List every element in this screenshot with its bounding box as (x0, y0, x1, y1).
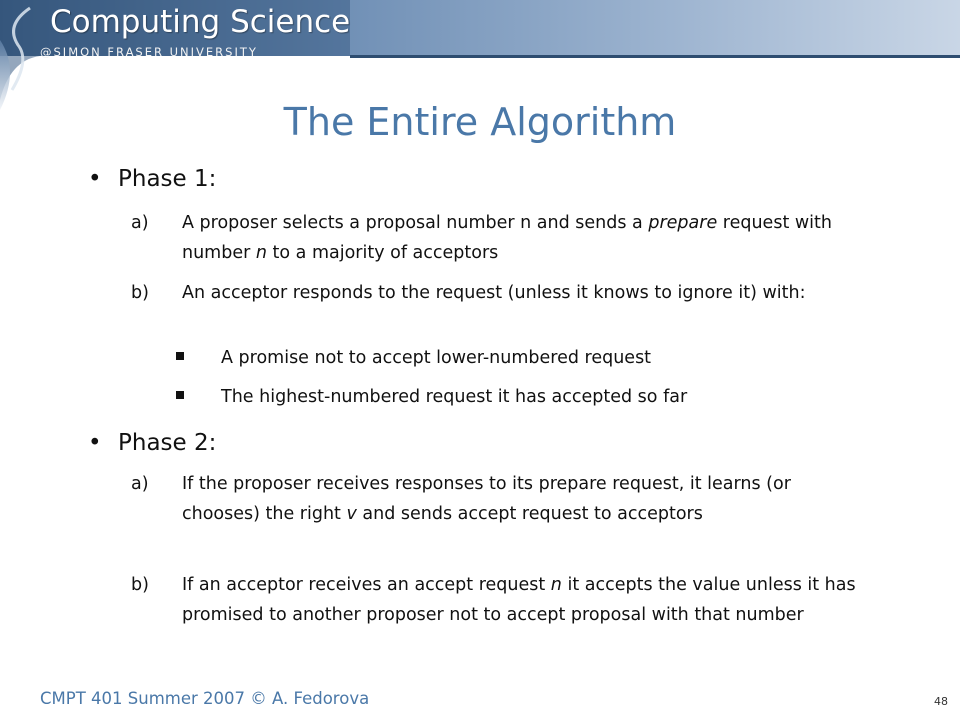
item-marker: b) (131, 575, 149, 595)
text-run: to a majority of acceptors (266, 243, 499, 263)
square-bullet-icon (176, 391, 184, 399)
brand-subtitle: @SIMON FRASER UNIVERSITY (40, 45, 258, 59)
phase2-item-a (131, 469, 871, 529)
slide-title: The Entire Algorithm (283, 100, 677, 144)
item-marker: a) (131, 474, 149, 494)
emphasis-n: n (550, 575, 562, 595)
phase1-subitem (176, 348, 866, 368)
text-run: and sends accept request to acceptors (356, 504, 703, 524)
phase1-item-b (131, 278, 871, 308)
item-marker: a) (131, 213, 149, 233)
phase2-label: Phase 2: (118, 430, 217, 456)
phase1-item-a (131, 208, 871, 268)
page-number: 48 (934, 695, 948, 708)
text-run: request with number (182, 213, 838, 263)
item-text (182, 570, 871, 630)
item-text (182, 469, 871, 529)
text-run: A proposer selects a proposal number n and sends a (182, 213, 649, 233)
text-run: If an acceptor receives an accept request (182, 575, 551, 595)
phase1-heading (88, 166, 216, 192)
emphasis-n: n (255, 243, 267, 263)
text-run: If the proposer receives responses to its prepare request, it learns (or chooses) the right (182, 474, 797, 524)
square-bullet-icon (176, 352, 184, 360)
text-run: it accepts the value unless it has promised to another proposer not to accept proposal with that number (182, 575, 862, 625)
subitem-text: A promise not to accept lower-numbered request (221, 348, 652, 368)
bullet-icon: • (88, 166, 102, 192)
subitem-text: The highest-numbered request it has accepted so far (221, 387, 688, 407)
phase2-heading (88, 430, 216, 456)
emphasis-v: v (346, 504, 357, 524)
item-text: An acceptor responds to the request (unless it knows to ignore it) with: (182, 283, 806, 303)
bullet-icon: • (88, 430, 102, 456)
brand-title: Computing Science (50, 4, 351, 40)
item-text (182, 208, 871, 268)
footer-course: CMPT 401 Summer 2007 © A. Fedorova (40, 689, 370, 708)
emphasis-prepare: prepare (648, 213, 718, 233)
phase1-label: Phase 1: (118, 166, 217, 192)
phase1-subitem (176, 387, 866, 407)
phase2-item-b (131, 570, 871, 630)
item-marker: b) (131, 283, 149, 303)
